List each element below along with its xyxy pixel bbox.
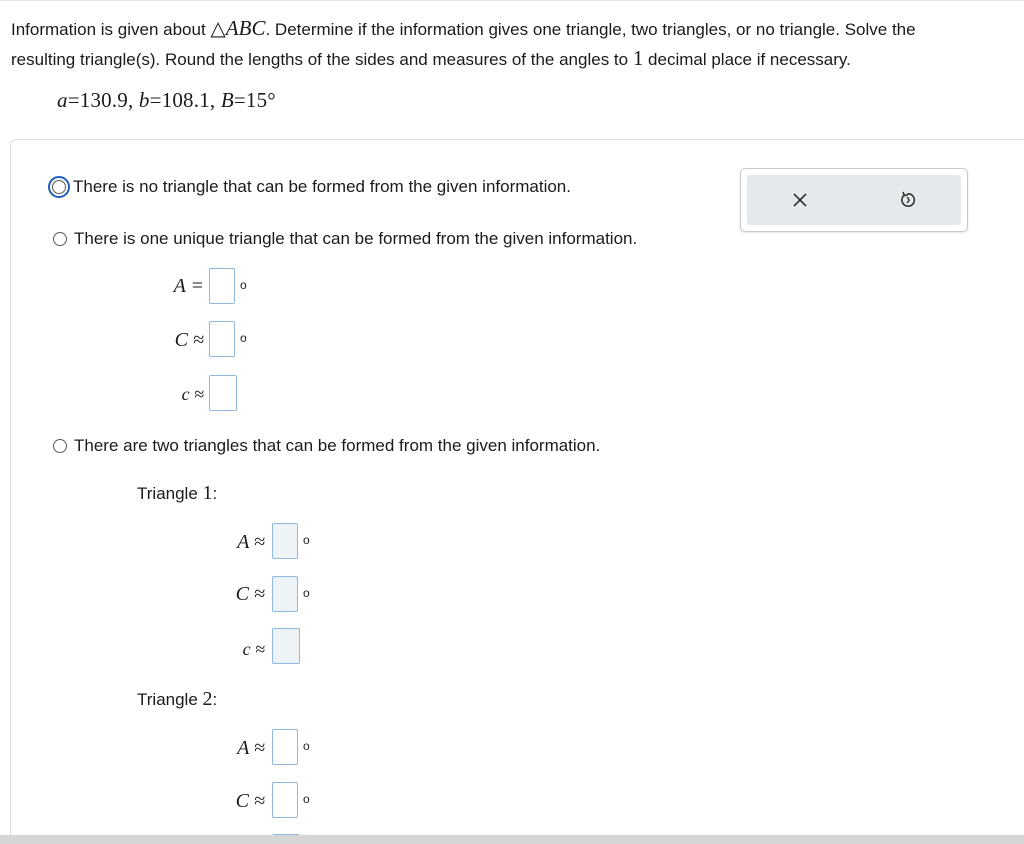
decimal-places: 1 — [632, 46, 644, 70]
question-line1-prefix: Information is given about — [11, 20, 211, 39]
triangle-1-colon: : — [212, 484, 218, 503]
degree-symbol: o — [303, 533, 310, 547]
given-b-var: b — [138, 88, 150, 112]
radio-no-triangle[interactable] — [48, 176, 70, 198]
given-equals: = — [149, 88, 162, 112]
option-no-triangle-label: There is no triangle that can be formed from the given information. — [73, 177, 571, 196]
triangle-1-text: Triangle — [137, 484, 203, 503]
close-icon — [792, 192, 808, 208]
reset-button[interactable] — [883, 175, 933, 225]
answer-tools-inner — [747, 175, 961, 225]
given-a-value: 130.9 — [79, 88, 128, 112]
t1-A-row — [160, 521, 265, 563]
option-two-triangles-label: There are two triangles that can be formed from the given information. — [74, 436, 601, 455]
given-B-value: 15° — [245, 88, 276, 112]
triangle-symbol: △ — [210, 18, 226, 40]
triangle-2-colon: : — [212, 690, 218, 709]
question-line2-suffix: decimal place if necessary. — [643, 50, 851, 69]
triangle-2-num: 2 — [202, 688, 213, 710]
t1-C-row — [160, 573, 265, 615]
one-C-label: C ≈ — [174, 329, 204, 351]
triangle-2-label — [137, 688, 217, 711]
one-A-label: A = — [173, 275, 204, 297]
given-equals: = — [233, 88, 246, 112]
option-one-triangle[interactable] — [53, 229, 637, 249]
one-c-input[interactable] — [209, 375, 237, 411]
one-c-row — [100, 373, 204, 415]
answer-tools-panel — [740, 168, 968, 232]
given-B-var: B — [220, 88, 234, 112]
given-b-value: 108.1 — [161, 88, 210, 112]
triangle-name: ABC — [225, 16, 266, 40]
t2-A-row — [160, 727, 265, 769]
t2-A-input[interactable] — [272, 729, 298, 765]
t2-C-input[interactable] — [272, 782, 298, 818]
radio-one-triangle[interactable] — [53, 232, 67, 246]
undo-icon — [899, 191, 917, 209]
one-C-row — [100, 319, 204, 361]
given-a-var: a — [57, 88, 68, 112]
option-one-triangle-label: There is one unique triangle that can be formed from the given information. — [74, 229, 638, 248]
question-line-1 — [11, 14, 1024, 44]
given-values — [57, 88, 276, 113]
given-equals: = — [67, 88, 80, 112]
degree-symbol: o — [303, 739, 310, 753]
radio-two-triangles[interactable] — [53, 439, 67, 453]
scroll-bottom-bar — [0, 835, 1024, 844]
option-two-triangles[interactable] — [53, 436, 600, 456]
given-sep: , — [128, 88, 139, 112]
t1-C-input[interactable] — [272, 576, 298, 612]
triangle-1-num: 1 — [202, 482, 213, 504]
triangle-2-text: Triangle — [137, 690, 203, 709]
clear-button[interactable] — [775, 175, 825, 225]
question-line1-suffix: . Determine if the information gives one triangle, two triangles, or no triangle. Solve the — [265, 20, 916, 39]
degree-symbol: o — [240, 278, 247, 292]
question-text — [11, 14, 1024, 74]
t2-A-label: A ≈ — [237, 737, 265, 759]
given-sep: , — [209, 88, 221, 112]
degree-symbol: o — [303, 792, 310, 806]
one-c-label: c ≈ — [181, 384, 204, 404]
t1-C-label: C ≈ — [235, 583, 265, 605]
question-line-2 — [11, 44, 1024, 74]
t2-C-row — [160, 780, 265, 822]
one-C-input[interactable] — [209, 321, 235, 357]
t1-c-label: c ≈ — [242, 639, 265, 659]
t2-C-label: C ≈ — [235, 790, 265, 812]
t1-A-input[interactable] — [272, 523, 298, 559]
question-line2-prefix: resulting triangle(s). Round the lengths of the sides and measures of the angles to — [11, 50, 633, 69]
t1-c-input[interactable] — [272, 628, 300, 664]
one-A-input[interactable] — [209, 268, 235, 304]
one-A-row — [100, 265, 204, 307]
triangle-1-label — [137, 482, 217, 505]
degree-symbol: o — [240, 331, 247, 345]
option-no-triangle[interactable] — [48, 176, 571, 198]
t1-c-row — [160, 628, 265, 670]
degree-symbol: o — [303, 586, 310, 600]
top-border — [0, 0, 1024, 1]
t1-A-label: A ≈ — [237, 531, 265, 553]
